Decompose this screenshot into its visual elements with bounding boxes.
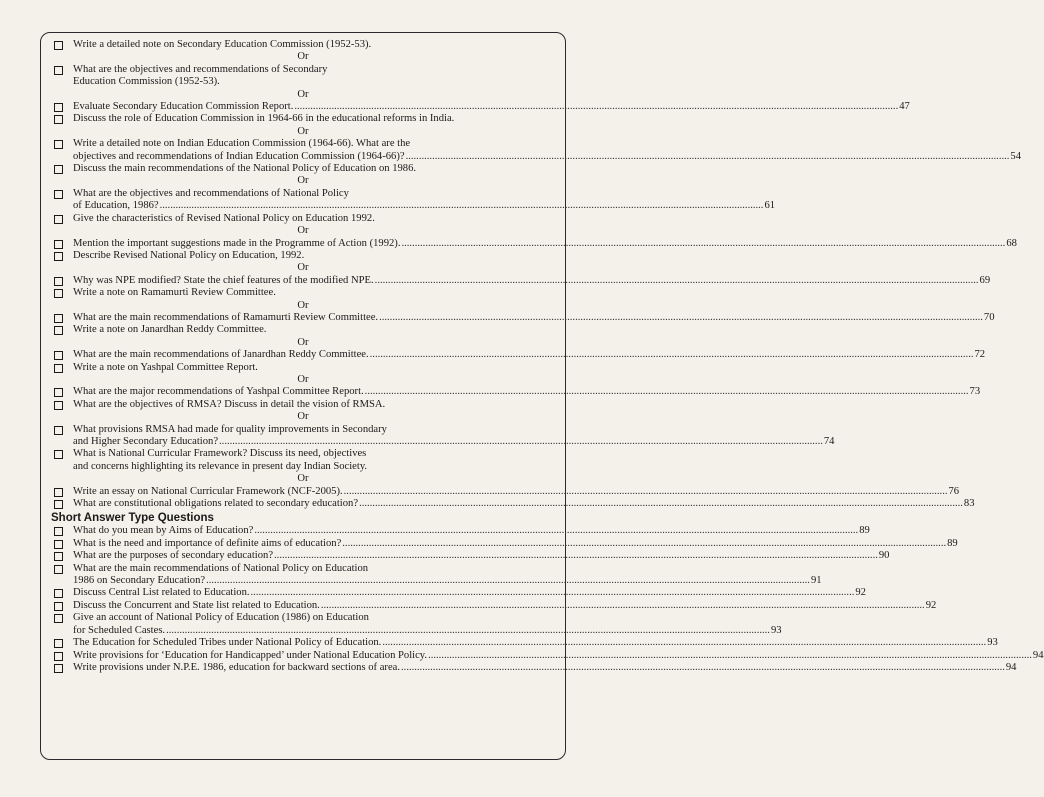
question-text: [73, 362, 555, 374]
question-text: [73, 650, 1044, 662]
question-last-line: [73, 538, 958, 550]
question-line: Evaluate Secondary Education Commission Report.: [73, 101, 294, 113]
or-separator: Or: [297, 336, 309, 348]
question-line: Write a note on Yashpal Committee Report.: [73, 361, 258, 373]
dot-leader: [428, 650, 1032, 662]
checkbox-square-icon: [54, 215, 63, 224]
checkbox-square-icon: [54, 401, 63, 410]
page-number: 47: [899, 101, 910, 113]
question-last-line: [73, 200, 775, 212]
question-last-line: [73, 498, 975, 510]
page-number: 94: [1032, 649, 1044, 661]
question-text: [73, 587, 866, 599]
dot-leader: [254, 525, 858, 537]
question-line: What are the objectives and recommendations of National Policy: [73, 187, 349, 199]
checkbox-square-icon: [54, 252, 63, 261]
or-separator: Or: [297, 125, 309, 137]
question-last-line: [73, 625, 782, 637]
question-item: [51, 661, 1017, 674]
page-number: 90: [878, 550, 890, 562]
question-text: [73, 525, 870, 537]
dot-leader: [219, 436, 823, 448]
checkbox-square-icon: [54, 527, 63, 536]
question-line: Write a note on Ramamurti Review Committee.: [73, 287, 276, 299]
question-item: [51, 64, 555, 89]
question-item: [51, 612, 782, 637]
question-item: [51, 448, 555, 473]
checkbox-square-icon: [54, 66, 63, 75]
question-text: [73, 637, 998, 649]
question-line: Write a detailed note on Indian Education Commission (1964-66). What are the: [73, 138, 411, 150]
checkbox-square-icon: [54, 426, 63, 435]
question-item: [51, 163, 555, 175]
page-number: 92: [855, 587, 866, 599]
dot-leader: [166, 625, 770, 637]
question-text: [73, 275, 990, 287]
checkbox-square-icon: [54, 652, 63, 661]
question-text: [73, 424, 834, 449]
question-item: [51, 213, 555, 225]
or-separator: Or: [297, 225, 309, 237]
question-item: [51, 349, 986, 361]
page-number: 89: [947, 537, 958, 549]
question-text: [73, 563, 822, 588]
or-separator: Or: [297, 51, 309, 63]
question-item: [51, 423, 835, 449]
question-line: Mention the important suggestions made in the Programme of Action (1992).: [73, 237, 401, 249]
checkbox-square-icon: [54, 240, 63, 249]
question-text: [73, 113, 555, 125]
question-last-line: [73, 486, 959, 498]
checkbox-square-icon: [54, 540, 63, 549]
short-answer-questions: [51, 525, 1044, 674]
question-last-line: [73, 101, 910, 113]
question-line: Discuss the Concurrent and State list related to Education.: [73, 599, 320, 611]
question-text: [73, 188, 775, 213]
question-line: for Scheduled Castes.: [73, 624, 166, 636]
dot-leader: [321, 600, 925, 612]
long-answer-questions: [51, 39, 1022, 510]
question-line: and Higher Secondary Education?: [73, 436, 219, 447]
question-last-line: [73, 550, 889, 562]
question-line: Write provisions for ‘Education for Handicapped’ under National Education Policy.: [73, 649, 428, 661]
dot-leader: [206, 575, 810, 587]
question-last-line: [73, 575, 822, 587]
question-item: [51, 399, 555, 411]
question-text: [73, 163, 555, 175]
page-number: 73: [969, 386, 981, 398]
checkbox-square-icon: [54, 277, 63, 286]
dot-leader: [382, 637, 986, 649]
page-number: 74: [823, 436, 835, 447]
or-separator: Or: [297, 88, 309, 100]
question-item: [51, 485, 960, 498]
dot-leader: [294, 101, 898, 113]
dot-leader: [344, 486, 948, 498]
question-line: What do you mean by Aims of Education?: [73, 525, 254, 537]
page-number: 76: [948, 485, 960, 497]
page-number: 93: [987, 637, 998, 649]
page-number: 91: [810, 575, 822, 587]
dot-leader: [342, 538, 946, 550]
question-item: [51, 637, 998, 649]
question-line: What are the main recommendations of Janardhan Reddy Committee.: [73, 349, 369, 361]
question-line: The Education for Scheduled Tribes under National Policy of Education.: [73, 637, 382, 649]
question-item: [51, 187, 776, 213]
or-separator: Or: [297, 411, 309, 423]
dot-leader: [274, 550, 878, 562]
dot-leader: [160, 200, 764, 212]
question-text: [73, 250, 555, 262]
question-last-line: [73, 386, 980, 398]
question-item: [51, 498, 975, 510]
question-text: [73, 498, 975, 510]
question-text: [73, 324, 555, 336]
question-line: 1986 on Secondary Education?: [73, 575, 206, 587]
question-line: What are the objectives of RMSA? Discuss in detail the vision of RMSA.: [73, 398, 386, 410]
page-number: 70: [983, 311, 995, 323]
checkbox-square-icon: [54, 639, 63, 648]
checkbox-square-icon: [54, 351, 63, 360]
dot-leader: [359, 498, 963, 510]
or-separator: Or: [297, 299, 309, 311]
question-text: [73, 600, 936, 612]
question-text: [73, 39, 555, 51]
question-line: Why was NPE modified? State the chief features of the modified NPE.: [73, 274, 374, 286]
checkbox-square-icon: [54, 326, 63, 335]
question-item: [51, 649, 1044, 662]
page-number: 72: [974, 349, 986, 361]
question-line: What are the objectives and recommendations of Secondary: [73, 63, 328, 75]
question-last-line: [73, 600, 936, 612]
dot-leader: [401, 238, 1005, 250]
question-text: [73, 612, 782, 637]
question-last-line: [73, 436, 834, 448]
question-item: [51, 39, 555, 51]
checkbox-square-icon: [54, 165, 63, 174]
question-item: [51, 599, 937, 612]
dot-leader: [375, 275, 979, 287]
question-item: [51, 525, 870, 537]
question-item: [51, 274, 991, 287]
question-text: [73, 448, 555, 473]
page-number: 54: [1010, 150, 1022, 162]
question-item: [51, 324, 555, 336]
dot-leader: [406, 151, 1010, 163]
dot-leader: [379, 312, 983, 324]
question-last-line: [73, 587, 866, 599]
checkbox-square-icon: [54, 388, 63, 397]
question-line: and concerns highlighting its relevance in present day Indian Society.: [73, 460, 368, 472]
dot-leader: [401, 662, 1005, 674]
question-text: [73, 399, 555, 411]
checkbox-square-icon: [54, 589, 63, 598]
question-line: Education Commission (1952-53).: [73, 76, 220, 88]
question-line: Give the characteristics of Revised National Policy on Education 1992.: [73, 212, 375, 224]
question-text: [73, 213, 555, 225]
page-number: 89: [859, 525, 870, 537]
contents-frame: [40, 32, 1044, 760]
question-text: [73, 386, 980, 398]
question-line: Describe Revised National Policy on Education, 1992.: [73, 249, 305, 261]
checkbox-square-icon: [54, 314, 63, 323]
question-line: Write a note on Janardhan Reddy Committee.: [73, 324, 267, 336]
question-text: [73, 64, 555, 89]
question-last-line: [73, 312, 995, 324]
question-line: What are the purposes of secondary education?: [73, 550, 274, 562]
question-item: [51, 386, 981, 398]
page-number: 61: [764, 200, 776, 212]
question-line: What provisions RMSA had made for quality improvements in Secondary: [73, 423, 387, 435]
checkbox-square-icon: [54, 364, 63, 373]
checkbox-square-icon: [54, 614, 63, 623]
question-last-line: [73, 151, 1021, 163]
page-number: 69: [979, 274, 991, 286]
page-number: 83: [963, 498, 975, 510]
question-last-line: [73, 238, 1017, 250]
question-item: [51, 113, 555, 125]
page-number: 94: [1005, 661, 1017, 673]
or-separator: Or: [297, 373, 309, 385]
question-item: [51, 311, 995, 324]
question-line: Discuss Central List related to Education.: [73, 587, 250, 599]
checkbox-square-icon: [54, 488, 63, 497]
question-item: [51, 587, 866, 599]
question-text: [73, 662, 1016, 674]
question-text: [73, 238, 1017, 250]
dot-leader: [370, 349, 974, 361]
question-item: [51, 550, 890, 562]
question-text: [73, 486, 959, 498]
question-line: Write provisions under N.P.E. 1986, education for backward sections of area.: [73, 661, 401, 673]
question-item: [51, 138, 1022, 163]
or-separator: Or: [297, 473, 309, 485]
question-last-line: [73, 662, 1016, 674]
question-last-line: [73, 637, 998, 649]
or-separator: Or: [297, 262, 309, 274]
checkbox-square-icon: [54, 552, 63, 561]
question-line: of Education, 1986?: [73, 200, 159, 212]
checkbox-square-icon: [54, 450, 63, 459]
page-number: 93: [770, 624, 782, 636]
question-item: [51, 362, 555, 374]
question-text: [73, 138, 1021, 163]
checkbox-square-icon: [54, 115, 63, 124]
question-item: [51, 562, 822, 588]
question-text: [73, 101, 910, 113]
question-last-line: [73, 275, 990, 287]
question-line: What is the need and importance of definite aims of education?: [73, 537, 342, 549]
question-item: [51, 537, 958, 550]
question-item: [51, 101, 910, 113]
question-line: What are constitutional obligations related to secondary education?: [73, 498, 359, 510]
checkbox-square-icon: [54, 565, 63, 574]
question-item: [51, 250, 555, 262]
question-last-line: [73, 349, 985, 361]
page-number: 68: [1006, 237, 1017, 249]
checkbox-square-icon: [54, 500, 63, 509]
question-line: What are the major recommendations of Yashpal Committee Report.: [73, 386, 364, 398]
checkbox-square-icon: [54, 602, 63, 611]
question-text: [73, 312, 995, 324]
question-text: [73, 550, 889, 562]
question-line: objectives and recommendations of Indian Education Commission (1964-66)?: [73, 150, 405, 162]
checkbox-square-icon: [54, 140, 63, 149]
question-text: [73, 349, 985, 361]
question-line: Discuss the main recommendations of the National Policy of Education on 1986.: [73, 163, 417, 175]
question-line: Write a detailed note on Secondary Education Commission (1952-53).: [73, 39, 372, 50]
question-line: Give an account of National Policy of Education (1986) on Education: [73, 612, 369, 624]
checkbox-square-icon: [54, 41, 63, 50]
question-item: [51, 237, 1017, 250]
checkbox-square-icon: [54, 190, 63, 199]
page-number: 92: [925, 599, 937, 611]
question-last-line: [73, 525, 870, 537]
question-line: What is National Curricular Framework? Discuss its need, objectives: [73, 448, 367, 460]
question-line: What are the main recommendations of National Policy on Education: [73, 562, 369, 574]
checkbox-square-icon: [54, 103, 63, 112]
question-last-line: [73, 650, 1044, 662]
question-line: Discuss the role of Education Commission in 1964-66 in the educational reforms in India.: [73, 113, 455, 125]
section-title: Short Answer Type Questions: [51, 512, 214, 525]
question-item: [51, 287, 555, 299]
question-text: [73, 538, 958, 550]
or-separator: Or: [297, 175, 309, 187]
question-line: What are the main recommendations of Ramamurti Review Committee.: [73, 311, 379, 323]
dot-leader: [251, 587, 855, 599]
question-line: Write an essay on National Curricular Framework (NCF-2005).: [73, 485, 343, 497]
checkbox-square-icon: [54, 664, 63, 673]
question-text: [73, 287, 555, 299]
dot-leader: [365, 386, 969, 398]
checkbox-square-icon: [54, 289, 63, 298]
